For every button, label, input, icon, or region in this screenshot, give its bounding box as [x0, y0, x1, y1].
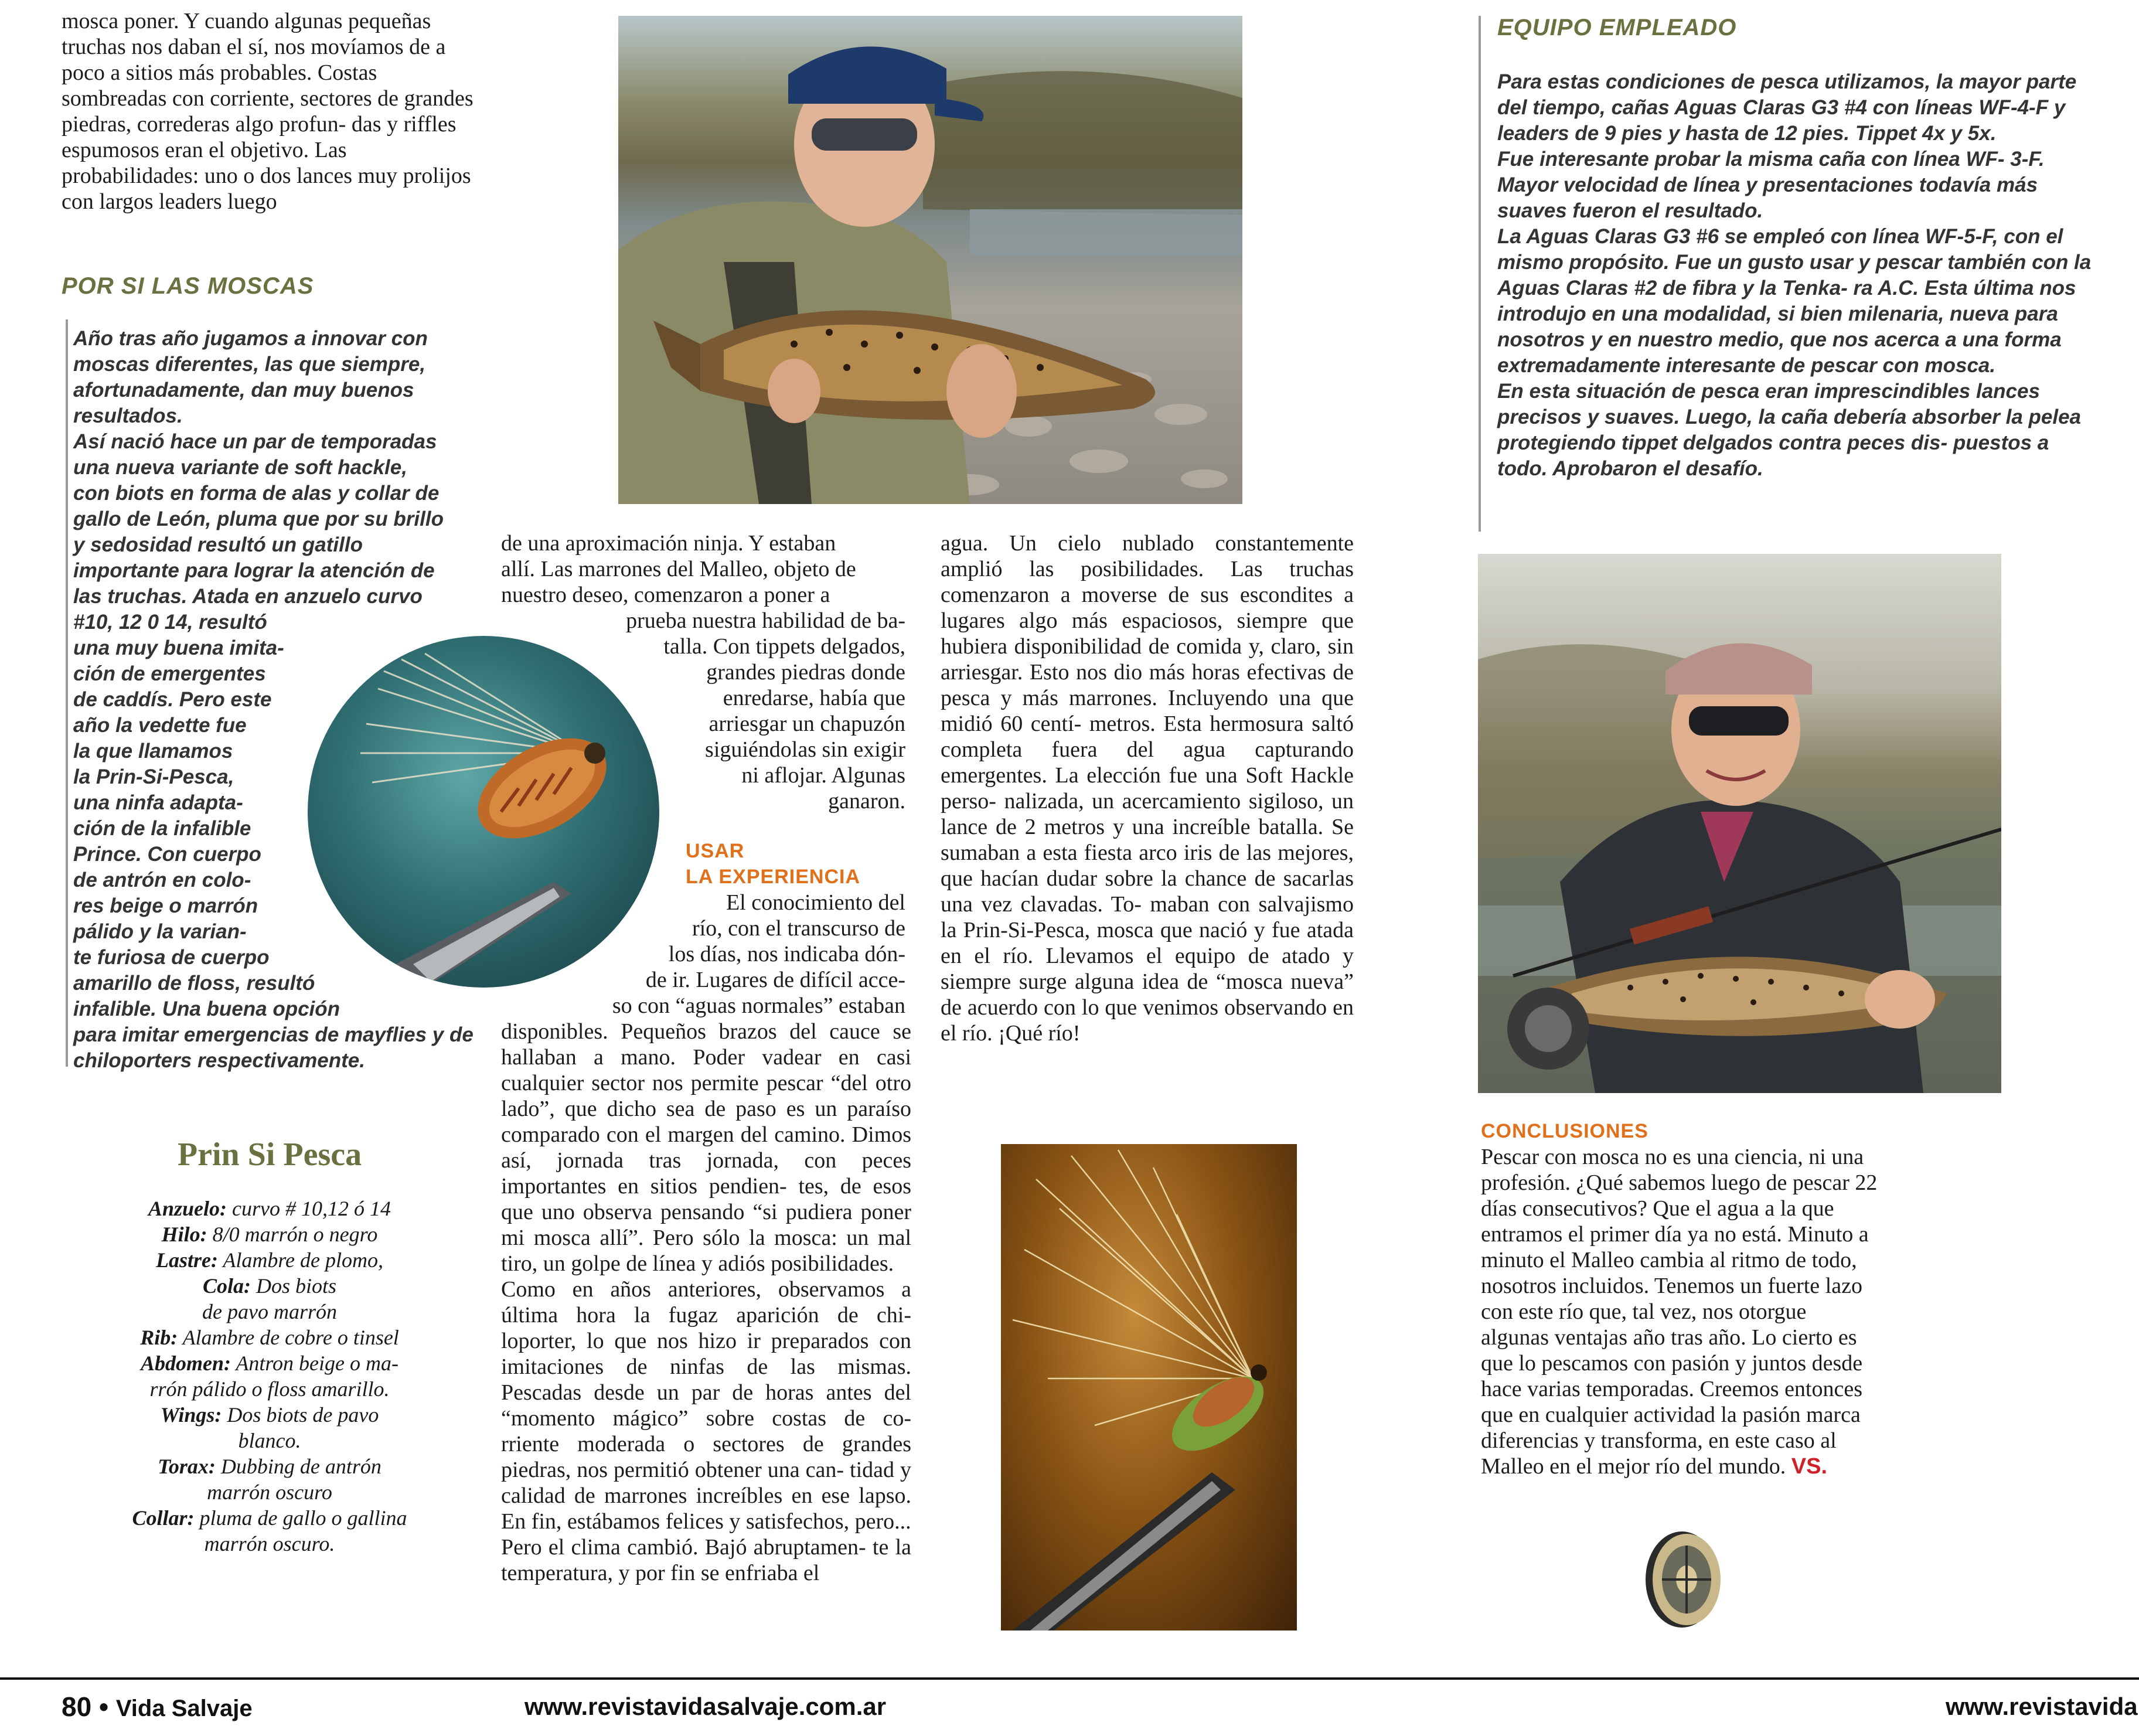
vs-signoff: VS.	[1791, 1454, 1828, 1479]
col2-paragraph: Como en años anteriores, observamos a última hora la fugaz aparición de chi- loporter, lo que nos hizo ir preparados con imitaciones de ninfas de las mismas. Pescadas desde un par de horas antes del “momento mágico” sobre costas de co- rriente moderada o sectores de grandes piedras, nos permitió obtener una can- tidad y calidad de marrones increíbles en ese lapso. En fin, estábamos felices y satisfechos, pero...	[501, 1277, 911, 1534]
moscas-wrap-line: una muy buena imita-	[73, 636, 284, 659]
moscas-sidebar-rule	[66, 319, 68, 1067]
moscas-wrap-line: ción de emergentes	[73, 662, 266, 685]
usar-experiencia-heading	[686, 838, 860, 890]
conclusiones-heading: CONCLUSIONES	[1481, 1120, 1648, 1142]
recipe-row: Lastre: Alambre de plomo,	[156, 1248, 383, 1272]
col2-line: nuestro deseo, comenzaron a poner a	[501, 583, 830, 607]
equipo-p2: Fue interesante probar la misma caña con línea WF- 3-F. Mayor velocidad de línea y presentaciones todavía más suaves fueron el resultado.	[1497, 148, 2045, 222]
footer-left	[62, 1691, 253, 1723]
moscas-p2a: Así nació hace un par de temporadas una nueva variante de soft hackle, con biots en forma de alas y collar de gallo de León, pluma que por su brillo y sedosidad resultó un gatillo importante para lograr la atención de las truchas. Atada en anzuelo curvo #10, 12 0 14, resultó	[73, 430, 444, 634]
conclusiones-paragraph: Pescar con mosca no es una ciencia, ni una profesión. ¿Qué sabemos luego de pescar 22 días consecutivos? Que el agua a la que entramos el primer día ya no está. Minuto a minuto el Malleo cambia al ritmo de todo, nosotros incluidos. Tenemos un fuerte lazo con este río que, tal vez, nos otorgue algunas ventajas año tras año. Lo cierto es que lo pescamos con pasión y juntos desde hace varias temporadas. Creemos entonces que en cualquier actividad la pasión marca diferencias y transforma, en este caso al Malleo en el mejor río del mundo.	[1481, 1145, 1878, 1479]
equipo-p1: Para estas condiciones de pesca utilizamos, la mayor parte del tiempo, cañas Aguas Claras G3 #4 con líneas WF-4-F y leaders de 9 pies y hasta de 12 pies. Tippet 4x y 5x.	[1497, 70, 2077, 145]
footer-rule	[0, 1677, 2139, 1680]
moscas-wrap-line: te furiosa de cuerpo	[73, 946, 270, 969]
recipe-list	[105, 1196, 434, 1557]
moscas-wrap-line: la Prin-Si-Pesca,	[73, 765, 234, 788]
col2-line: so con “aguas normales” estaban	[612, 993, 905, 1018]
col2-line: río, con el transcurso de	[692, 916, 905, 941]
col3-text	[941, 530, 1354, 1046]
moscas-wrap-line: amarillo de floss, resultó	[73, 972, 315, 995]
recipe-row: Wings: Dos biots de pavo	[160, 1403, 379, 1427]
recipe-title: Prin Si Pesca	[177, 1136, 362, 1173]
page-number: 80	[62, 1691, 92, 1722]
moscas-wrap-line: año la vedette fue	[73, 714, 247, 737]
col2-line: enredarse, había que	[723, 686, 905, 710]
equipo-text	[1497, 69, 2101, 482]
heading-line: USAR	[686, 840, 745, 862]
moscas-wrap-line: ción de la infalible	[73, 817, 251, 840]
moscas-wrap-line: de caddís. Pero este	[73, 688, 272, 711]
moscas-wrap-line: infalible. Una buena opción	[73, 998, 340, 1020]
moscas-wrap-line: res beige o marrón	[73, 894, 258, 917]
col2-line: talla. Con tippets delgados,	[663, 634, 905, 659]
conclusiones-text	[1481, 1144, 1879, 1479]
footer-url-right[interactable]: www.revistavida	[1946, 1693, 2138, 1720]
fly-reel-photo	[1635, 1521, 1729, 1638]
equipo-sidebar-rule	[1479, 16, 1481, 532]
woman-trout-photo	[1478, 554, 2001, 1093]
recipe-row: Anzuelo: curvo # 10,12 ó 14	[148, 1197, 391, 1220]
col2-line: arriesgar un chapuzón	[709, 712, 905, 736]
recipe-row: Rib: Alambre de cobre o tinsel	[140, 1326, 399, 1349]
col2-experience	[501, 890, 905, 1019]
equipo-p3: La Aguas Claras G3 #6 se empleó con línea WF-5-F, con el mismo propósito. Fue un gusto usar y pescar también con la Aguas Claras #2 de fibra y la Tenka- ra A.C. Esta última nos introdujo en una modalidad, si bien milenaria, nueva para nosotros y en nuestro medio, que nos acerca a una forma extremadamente interesante de pescar con mosca.	[1497, 225, 2092, 377]
col2-line: de una aproximación ninja. Y estaban	[501, 531, 836, 556]
col2-line: grandes piedras donde	[706, 660, 905, 685]
moscas-wrap-line: de antrón en colo-	[73, 869, 251, 891]
col3-paragraph: agua. Un cielo nublado constantemente amplió las posibilidades. Las truchas comenzaron a moverse de sus escondites a lugares algo más espaciosos, siempre que hubiera disponibilidad de comida y, claro, sin arriesgar. Esto nos dio más horas efectivas de pesca y más marrones. Incluyendo una que midió 60 centí- metros. Esta hermosura saltó completa fuera del agua capturando emergentes. La elección fue una Soft Hackle perso- nalizada, un acercamiento sigiloso, un lance de 2 metros y una increíble batalla. Se sumaban a esta fiesta arco iris de las mejores, que hacían dudar sobre la chance de sacarlas una vez clavadas. To- maban con salvajismo la Prin-Si-Pesca, mosca que nació y fue atada en el río. Llevamos el equipo de atado y siempre surge alguna idea de “mosca nueva” de acuerdo con lo que venimos observando en el río. ¡Qué río!	[941, 531, 1354, 1046]
heading-line: LA EXPERIENCIA	[686, 866, 861, 888]
equipo-heading: EQUIPO EMPLEADO	[1497, 15, 1737, 40]
recipe-row: de pavo marrón	[202, 1300, 337, 1323]
moscas-heading: POR SI LAS MOSCAS	[62, 273, 314, 299]
moscas-wrap-line: pálido y la varian-	[73, 920, 247, 943]
col2-line: allí. Las marrones del Malleo, objeto de	[501, 557, 856, 581]
col2-line: siguiéndolas sin exigir	[705, 737, 905, 762]
footer-bullet: •	[98, 1691, 109, 1722]
moscas-wrap-line: una ninfa adapta-	[73, 791, 243, 814]
fly-reel-icon	[1635, 1521, 1729, 1638]
angler-scene-icon	[618, 16, 1242, 504]
fly-vise-photo	[1001, 1144, 1297, 1631]
col2-line: de ir. Lugares de difícil acce-	[645, 968, 905, 992]
col1-paragraph: mosca poner. Y cuando algunas pequeñas truchas nos daban el sí, nos movíamos de a poco a sitios más probables. Costas sombreadas con corriente, sectores de grandes piedras, correderas algo profun- das y riffles espumosos eran el objetivo. Las probabilidades: uno o dos lances muy prolijos con largos leaders luego	[62, 9, 474, 214]
moscas-text-upper	[73, 326, 486, 635]
angler-trout-photo	[618, 16, 1242, 504]
recipe-row: rrón pálido o floss amarillo.	[149, 1377, 390, 1401]
moscas-p1: Año tras año jugamos a innovar con moscas diferentes, las que siempre, afortunadamente, dan muy buenos resultados.	[73, 327, 428, 427]
recipe-row: Torax: Dubbing de antrón	[158, 1455, 382, 1478]
recipe-row: blanco.	[238, 1429, 301, 1452]
col2-line: El conocimiento del	[726, 890, 905, 915]
recipe-row: Abdomen: Antron beige o ma-	[141, 1352, 398, 1375]
recipe-row: Hilo: 8/0 marrón o negro	[161, 1223, 378, 1246]
moscas-wrap-line: Prince. Con cuerpo	[73, 843, 261, 866]
moscas-wrap-line: la que llamamos	[73, 740, 233, 763]
recipe-row: marrón oscuro	[207, 1480, 332, 1504]
col2-line: los días, nos indicaba dón-	[668, 942, 905, 966]
col2-paragraph: disponibles. Pequeños brazos del cauce se hallaban a mano. Poder vadear en casi cualquier sector nos permite pescar “del otro lado”, que dicho sea de paso es un paraíso comparado con el margen del camino. Dimos así, jornada tras jornada, con peces importantes en sitios pendien- tes, de esos que uno observa pensando “si pudiera poner mi mosca allí”. Pero sólo la mosca: un mal tiro, un golpe de línea y adiós posibilidades.	[501, 1019, 911, 1276]
footer-url-center[interactable]: www.revistavidasalvaje.com.ar	[524, 1693, 887, 1720]
equipo-p4: En esta situación de pesca eran imprescindibles lances precisos y suaves. Luego, la caña debería absorber la pelea protegiendo tippet delgados contra peces dis- puestos a todo. Aprobaron el desafío.	[1497, 380, 2082, 480]
col2-line: prueba nuestra habilidad de ba-	[626, 608, 905, 633]
recipe-row: Cola: Dos biots	[202, 1274, 337, 1298]
recipe-row: marrón oscuro.	[204, 1532, 335, 1555]
fly-on-vise-icon	[1001, 1144, 1297, 1631]
col2-top	[501, 530, 911, 608]
col1-top-text	[62, 8, 483, 215]
col2-paragraph: Pero el clima cambió. Bajó abruptamen- te la temperatura, y por fin se enfriaba el	[501, 1535, 911, 1585]
magazine-name: Vida Salvaje	[115, 1696, 253, 1721]
col2-line: ni aflojar. Algunas	[741, 763, 905, 788]
moscas-p2c: para imitar emergencias de mayflies y de chiloporters respectivamente.	[73, 1023, 474, 1072]
recipe-row: Collar: pluma de gallo o gallina	[132, 1506, 407, 1530]
col2-line: ganaron.	[828, 789, 905, 813]
woman-scene-icon	[1478, 554, 2001, 1093]
col2-indented	[501, 608, 905, 814]
col2-rest	[501, 1019, 911, 1586]
